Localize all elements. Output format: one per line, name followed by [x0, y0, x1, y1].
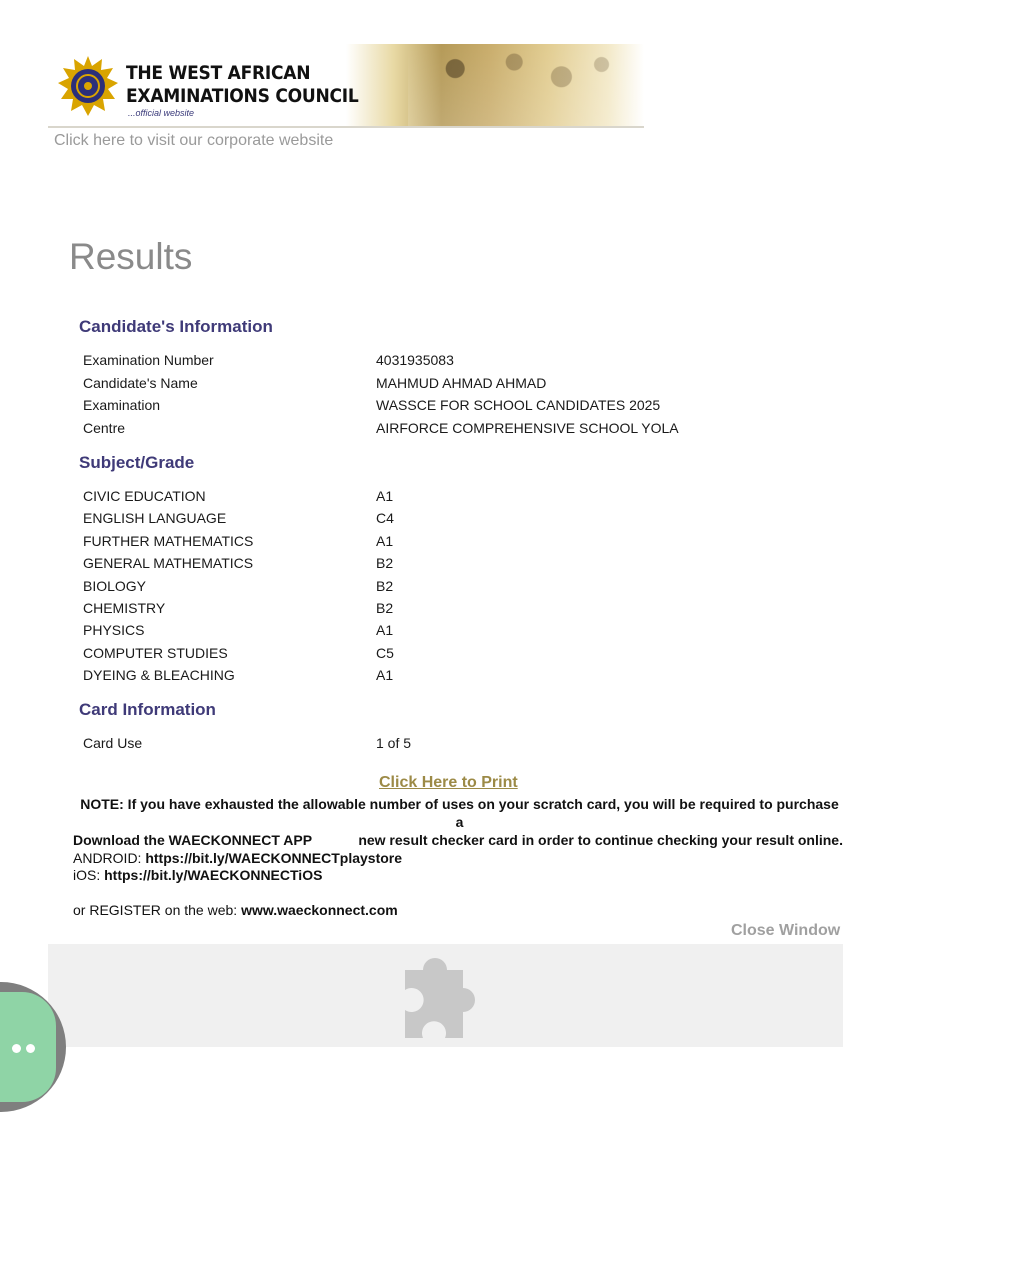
card-info-row	[83, 735, 783, 755]
android-label: ANDROID:	[73, 849, 146, 866]
subject-grade-heading: Subject/Grade	[79, 453, 195, 472]
puzzle-piece-icon	[403, 948, 495, 1040]
app-download-info	[73, 832, 402, 885]
card-use-value: 1 of 5	[376, 735, 412, 751]
info-row	[83, 397, 783, 417]
subject-row	[83, 600, 783, 620]
info-label: Candidate's Name	[83, 375, 198, 391]
info-label: Examination	[83, 397, 161, 413]
subject-row	[83, 510, 783, 530]
subject-row	[83, 555, 783, 575]
note-line1: If you have exhausted the allowable number of uses on your scratch card, you will be required to purchase a	[123, 796, 839, 830]
subject-grade: A1	[376, 488, 394, 504]
print-link[interactable]: Click Here to Print	[379, 774, 518, 791]
org-name	[126, 62, 359, 108]
subject-grade: A1	[376, 622, 394, 638]
subject-grade: C4	[376, 510, 394, 526]
info-value: WASSCE FOR SCHOOL CANDIDATES 2025	[376, 397, 661, 413]
subject-name: CHEMISTRY	[83, 600, 166, 616]
subject-row	[83, 645, 783, 665]
subject-name: COMPUTER STUDIES	[83, 645, 228, 661]
corporate-website-link[interactable]: Click here to visit our corporate website	[54, 132, 334, 149]
chat-bubble-icon	[0, 992, 56, 1102]
register-label: or REGISTER on the web:	[73, 902, 242, 918]
banner-photo	[408, 44, 644, 126]
candidate-info-heading: Candidate's Information	[79, 317, 273, 336]
register-url[interactable]: www.waeckonnect.com	[241, 902, 398, 918]
subject-grade: B2	[376, 555, 394, 571]
android-url[interactable]: https://bit.ly/WAECKONNECTplaystore	[145, 849, 403, 866]
subject-name: FURTHER MATHEMATICS	[83, 533, 254, 549]
bubble-dot	[26, 1044, 35, 1053]
org-name-line2: EXAMINATIONS COUNCIL	[126, 85, 359, 107]
subject-row	[83, 578, 783, 598]
subject-row	[83, 488, 783, 508]
info-row	[83, 420, 783, 440]
subject-name: BIOLOGY	[83, 578, 147, 594]
header-banner	[48, 44, 644, 128]
subject-grade: A1	[376, 533, 394, 549]
ios-url[interactable]: https://bit.ly/WAECKONNECTiOS	[104, 867, 323, 883]
info-value: MAHMUD AHMAD AHMAD	[376, 375, 547, 391]
subject-name: GENERAL MATHEMATICS	[83, 555, 254, 571]
note-prefix: NOTE:	[80, 796, 124, 812]
subject-grade: B2	[376, 578, 394, 594]
close-window-link[interactable]: Close Window	[731, 922, 841, 939]
card-info-heading: Card Information	[79, 700, 216, 719]
subject-name: CIVIC EDUCATION	[83, 488, 206, 504]
subject-row	[83, 622, 783, 642]
info-row	[83, 352, 783, 372]
card-use-label: Card Use	[83, 735, 143, 751]
page-title: Results	[69, 236, 193, 277]
ios-label: iOS:	[73, 867, 105, 883]
plugin-placeholder	[48, 944, 843, 1047]
subject-row	[83, 667, 783, 687]
org-name-line1: THE WEST AFRICAN	[126, 62, 311, 84]
register-info	[73, 902, 398, 918]
subject-name: ENGLISH LANGUAGE	[83, 510, 227, 526]
info-label: Examination Number	[83, 352, 214, 368]
note-line2: new result checker card in order to continue checking your result online.	[358, 832, 843, 848]
subject-row	[83, 533, 783, 553]
info-row	[83, 375, 783, 395]
info-value: 4031935083	[376, 352, 454, 368]
bubble-dot	[12, 1044, 21, 1053]
app-download-title: Download the WAECKONNECT APP	[73, 832, 313, 848]
info-value: AIRFORCE COMPREHENSIVE SCHOOL YOLA	[376, 420, 679, 436]
waec-seal-icon	[58, 56, 118, 116]
subject-name: DYEING & BLEACHING	[83, 667, 235, 683]
tagline: ...official website	[128, 108, 195, 118]
subject-name: PHYSICS	[83, 622, 145, 638]
subject-grade: A1	[376, 667, 394, 683]
subject-grade: B2	[376, 600, 394, 616]
info-label: Centre	[83, 420, 126, 436]
subject-grade: C5	[376, 645, 394, 661]
